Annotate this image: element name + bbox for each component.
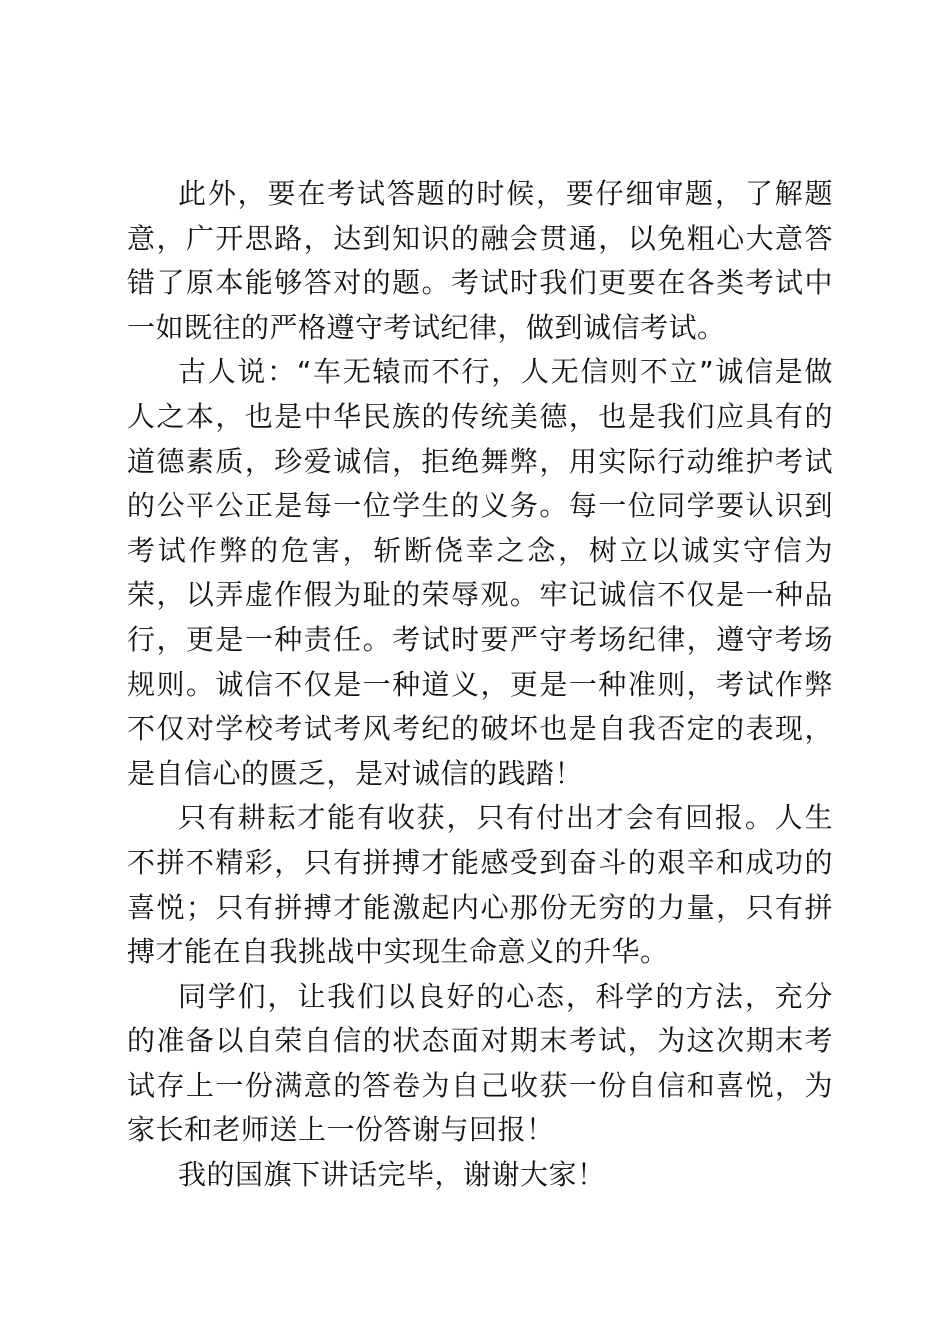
paragraph-encouragement: 同学们，让我们以良好的心态，科学的方法，充分的准备以自荣自信的状态面对期末考试，为这次期末考试存上一份满意的答卷为自己收获一份自信和喜悦，为家长和老师送上一份答谢与回报！: [127, 979, 833, 1147]
paragraph-exam-advice: 此外，要在考试答题的时候，要仔细审题，了解题意，广开思路，达到知识的融会贯通，以免粗心大意答错了原本能够答对的题。考试时我们更要在各类考试中一如既往的严格遵守考试纪律，做到诚信考试。: [127, 177, 833, 344]
paragraph-integrity: 古人说：“车无辕而不行，人无信则不立”诚信是做人之本，也是中华民族的传统美德，也是我们应具有的道德素质，珍爱诚信，拒绝舞弊，用实际行动维护考试的公平公正是每一位学生的义务。每一位同学要认识到考试作弊的危害，斩断侥幸之念，树立以诚实守信为荣，以弄虚作假为耻的荣辱观。牢记诚信不仅是一种品行，更是一种责任。考试时要严守考场纪律，遵守考场规则。诚信不仅是一种道义，更是一种准则，考试作弊不仅对学校考试考风考纪的破坏也是自我否定的表现，是自信心的匮乏，是对诚信的践踏！: [127, 355, 833, 790]
speech-body: [127, 172, 833, 1198]
paragraph-closing: 我的国旗下讲话完毕，谢谢大家！: [178, 1158, 606, 1192]
paragraph-effort: 只有耕耘才能有收获，只有付出才会有回报。人生不拼不精彩，只有拼搏才能感受到奋斗的艰辛和成功的喜悦；只有拼搏才能激起内心那份无穷的力量，只有拼搏才能在自我挑战中实现生命意义的升华。: [127, 801, 833, 969]
